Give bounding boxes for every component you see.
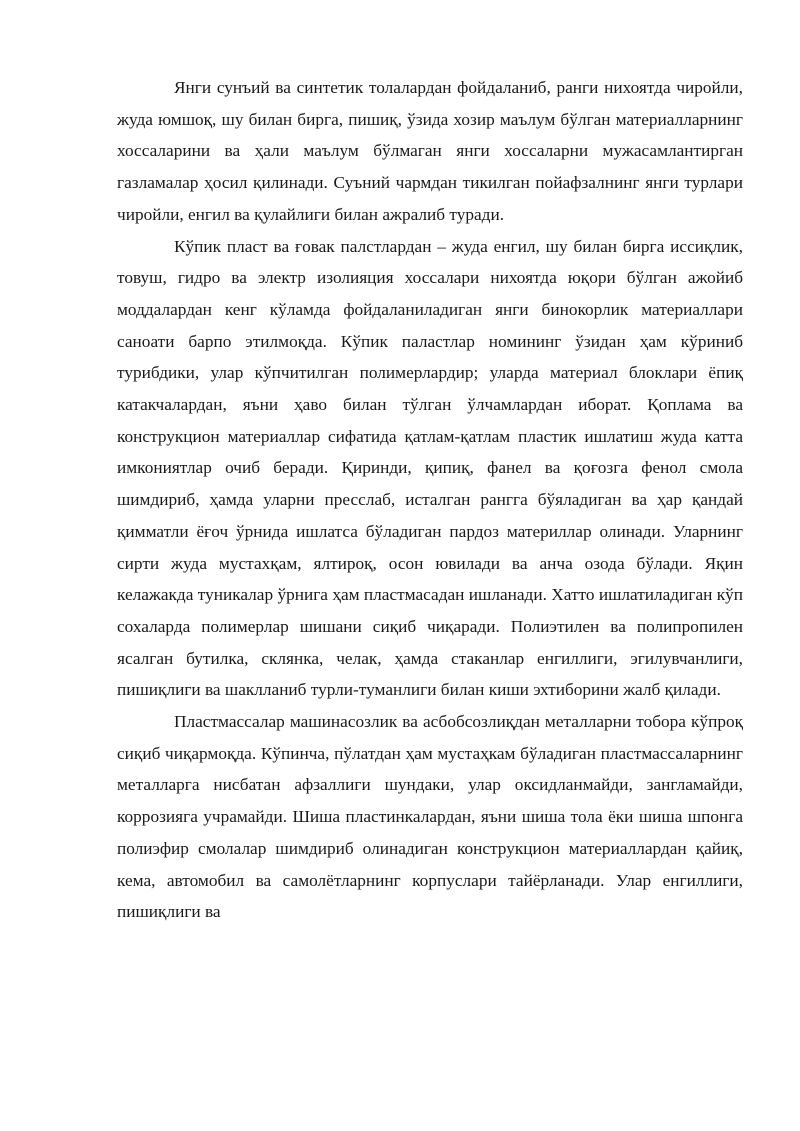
paragraph-plastics-engineering: Пластмассалар машинасозлик ва асбобсозлиқдан металларни тобора кўпроқ сиқиб чиқармоқда. Кўпинча, пўлатдан ҳам мустаҳкам бўладиган пластмассаларнинг металларга нисбатан афзаллиги шундаки, улар оксидланмайди, зангламайди, коррозияга учрамайди. Шиша пластинкалардан, яъни шиша тола ёки шиша шпонга полиэфир смолалар шимдириб олинадиган конструкцион материаллардан қайиқ, кема, автомобил ва самолётларнинг корпуслари тайёрланади. Улар енгиллиги, пишиқлиги ва <box>117 712 743 922</box>
paragraph-synthetic-fibers: Янги сунъий ва синтетик толалардан фойдаланиб, ранги нихоятда чиройли, жуда юмшоқ, шу билан бирга, пишиқ, ўзида хозир маълум бўлган материалларнинг хоссаларини ва ҳали маълум бўлмаган янги хоссаларни мужасамлантирган газламалар ҳосил қилинади. Суъний чармдан тикилган пойафзалнинг янги турлари чиройли, енгил ва қулайлиги билан ажралиб туради. <box>117 78 743 224</box>
document-page <box>117 72 743 928</box>
paragraph-foam-plastics: Кўпик пласт ва ғовак палстлардан – жуда енгил, шу билан бирга иссиқлик, товуш, гидро ва электр изолияция хоссалари нихоятда юқори бўлган ажойиб моддалардан кенг кўламда фойдаланиладиган янги бинокорлик материаллари саноати барпо этилмоқда. Кўпик паластлар номининг ўзидан ҳам кўриниб турибдики, улар кўпчитилган полимерлардир; уларда материал блоклари ёпиқ катакчалардан, яъни ҳаво билан тўлган ўлчамлардан иборат. Қоплама ва конструкцион материаллар сифатида қатлам-қатлам пластик ишлатиш жуда катта имкониятлар очиб беради. Қиринди, қипиқ, фанел ва қоғозга фенол смола шимдириб, ҳамда уларни пресслаб, исталган рангга бўяладиган ва ҳар қандай қимматли ёғоч ўрнида ишлатса бўладиган пардоз материллар олинади. Уларнинг сирти жуда мустахқам, ялтироқ, осон ювилади ва анча озода бўлади. Яқин келажакда туникалар ўрнига ҳам пластмасадан ишланади. Хатто ишлатиладиган кўп сохаларда полимерлар шишани сиқиб чиқаради. Полиэтилен ва полипропилен ясалган бутилка, склянка, челак, ҳамда стаканлар енгиллиги, эгилувчанлиги, пишиқлиги ва шаклланиб турли-туманлиги билан киши эхтиборини жалб қилади. <box>117 236 743 700</box>
